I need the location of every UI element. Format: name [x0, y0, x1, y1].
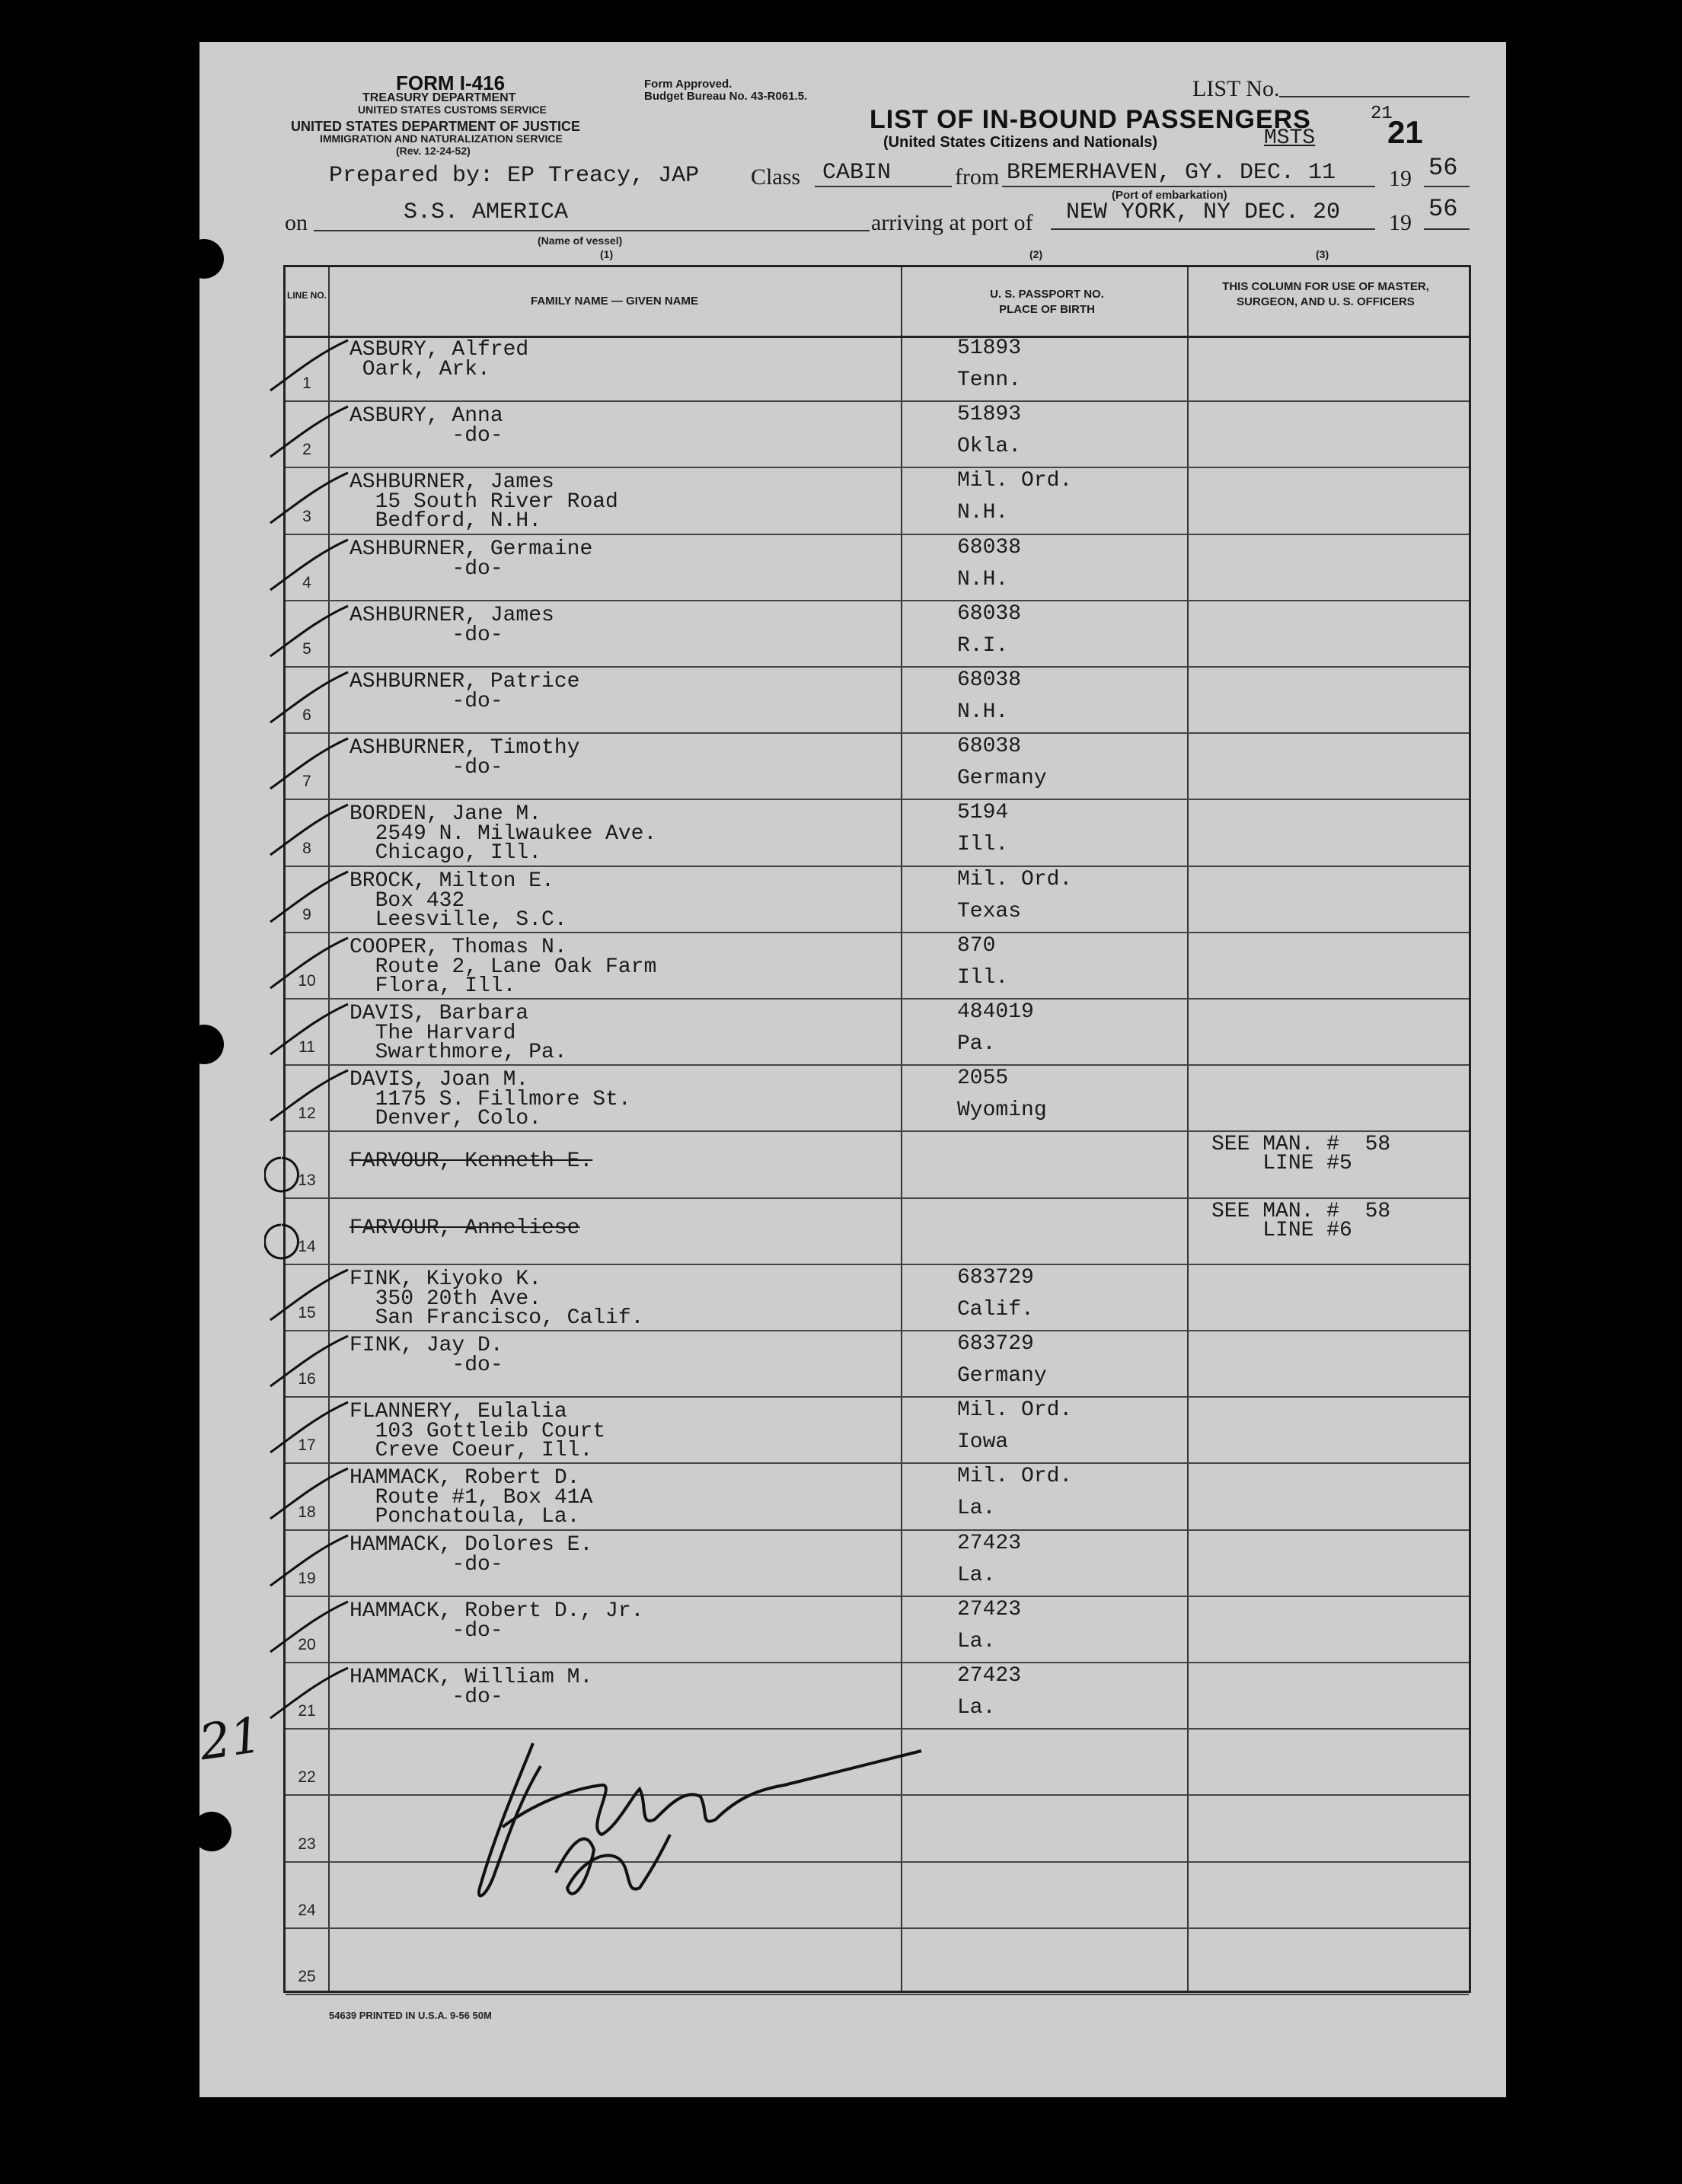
table-row: [286, 867, 1469, 933]
col3-number: (3): [1316, 248, 1329, 260]
passenger-address: 103 Gottleib Court Creve Coeur, Ill.: [375, 1420, 606, 1463]
table-row: [286, 933, 1469, 1000]
passenger-name: HAMMACK, William M.: [349, 1666, 593, 1689]
passport-number: 870: [957, 933, 996, 958]
prepared-by: Prepared by: EP Treacy, JAP: [329, 163, 700, 189]
line-number: 10: [298, 971, 316, 990]
line-number: 8: [302, 839, 311, 857]
check-mark-icon: [264, 929, 378, 997]
line-number: 17: [298, 1436, 316, 1455]
passenger-address: 15 South River Road Bedford, N.H.: [375, 490, 618, 534]
table-row: [286, 1199, 1469, 1265]
passenger-address: Route #1, Box 41A Ponchatoula, La.: [375, 1486, 593, 1529]
passenger-name: ASHBURNER, Patrice: [349, 670, 580, 693]
footer-print-code: 54639 PRINTED IN U.S.A. 9-56 50M: [329, 2010, 492, 2021]
list-no-underline: [1279, 96, 1470, 97]
list-no-small: 21: [1371, 104, 1393, 124]
table-row: [286, 1929, 1469, 1995]
passport-number: 68038: [957, 601, 1022, 626]
table-row: [286, 800, 1469, 866]
table-row: [286, 1066, 1469, 1132]
officer-note: SEE MAN. # 58 LINE #5: [1211, 1133, 1391, 1176]
place-of-birth: Ill.: [957, 833, 1009, 857]
place-of-birth: N.H.: [957, 567, 1009, 591]
passport-number: 683729: [957, 1332, 1034, 1356]
passenger-name: FARVOUR, Anneliese: [349, 1216, 580, 1240]
passport-number: Mil. Ord.: [957, 1398, 1073, 1423]
form-number: FORM I-416: [396, 72, 506, 94]
passenger-address: -do-: [349, 623, 503, 647]
line-number: 2: [302, 441, 311, 459]
table-row: [286, 1132, 1469, 1198]
table-row: [286, 535, 1469, 601]
class-value: CABIN: [822, 160, 892, 186]
place-of-birth: Okla.: [957, 435, 1022, 459]
check-mark-icon: [264, 1261, 378, 1329]
place-of-birth: Germany: [957, 1364, 1047, 1388]
table-row: [286, 468, 1469, 534]
budget-bureau: Budget Bureau No. 43-R061.5.: [644, 90, 808, 103]
year-suffix-2: 56: [1428, 195, 1458, 223]
passport-number: Mil. Ord.: [957, 867, 1073, 891]
passenger-name: HAMMACK, Dolores E.: [349, 1532, 593, 1557]
table-row: [286, 1000, 1469, 1066]
dept-customs: UNITED STATES CUSTOMS SERVICE: [358, 104, 547, 116]
passport-number: 68038: [957, 668, 1022, 692]
line-number: 5: [302, 639, 311, 658]
check-mark-icon: [264, 531, 378, 599]
msts-code: MSTS: [1264, 126, 1316, 150]
line-number: 3: [302, 507, 311, 525]
passenger-name: ASBURY, Alfred: [349, 338, 529, 362]
on-label: on: [285, 210, 308, 235]
passenger-address: -do-: [349, 1353, 503, 1377]
passenger-address: Box 432 Leesville, S.C.: [375, 888, 567, 932]
passport-number: 51893: [957, 403, 1022, 427]
line-number: 13: [298, 1171, 316, 1189]
place-of-birth: Tenn.: [957, 368, 1022, 392]
from-label: from: [955, 164, 1000, 190]
port-embarkation-label: (Port of embarkation): [1112, 189, 1227, 202]
check-mark-icon: [264, 1061, 378, 1130]
place-of-birth: Calif.: [957, 1297, 1034, 1322]
line-number: 14: [298, 1237, 316, 1255]
passport-number: Mil. Ord.: [957, 1465, 1073, 1489]
passenger-name: ASHBURNER, James: [349, 470, 554, 495]
passport-number: 27423: [957, 1664, 1022, 1688]
check-mark-icon: [264, 795, 378, 864]
table-row: [286, 1265, 1469, 1331]
col2-number: (2): [1029, 248, 1043, 260]
passenger-name: ASHBURNER, James: [349, 603, 554, 627]
punch-hole-bottom: [192, 1812, 231, 1851]
check-mark-icon: [264, 1194, 378, 1263]
revision-date: (Rev. 12-24-52): [396, 145, 471, 157]
table-row: [286, 402, 1469, 468]
from-underline: [1002, 186, 1375, 187]
line-number: 9: [302, 905, 311, 923]
col1-number: (1): [600, 248, 614, 260]
margin-note-count: 21: [196, 1707, 266, 1772]
line-number: 1: [302, 375, 311, 393]
list-no-label: LIST No.: [1192, 76, 1280, 101]
class-underline: [815, 186, 952, 187]
line-number: 23: [298, 1835, 316, 1853]
place-of-birth: Wyoming: [957, 1098, 1047, 1123]
check-mark-icon: [264, 1327, 378, 1395]
check-mark-icon: [264, 663, 378, 732]
table-row: [286, 336, 1469, 402]
place-of-birth: N.H.: [957, 501, 1009, 525]
place-of-birth: La.: [957, 1696, 996, 1720]
vessel-name-value: S.S. AMERICA: [404, 199, 569, 225]
passport-number: 51893: [957, 336, 1022, 360]
passenger-address: -do-: [349, 424, 503, 448]
form-title: LIST OF IN-BOUND PASSENGERS: [870, 105, 1311, 134]
passenger-name: HAMMACK, Robert D., Jr.: [349, 1599, 644, 1623]
passenger-address: -do-: [349, 690, 503, 713]
col-header-officers: THIS COLUMN FOR USE OF MASTER, SURGEON, AND U. S. OFFICERS: [1222, 280, 1429, 308]
passport-number: 27423: [957, 1531, 1022, 1555]
table-row: [286, 734, 1469, 800]
check-mark-icon: [264, 1459, 378, 1528]
table-row: [286, 1597, 1469, 1663]
place-of-birth: Iowa: [957, 1430, 1009, 1455]
year-prefix-2: 19: [1389, 210, 1412, 235]
line-number: 6: [302, 706, 311, 725]
arriving-label: arriving at port of: [871, 210, 1033, 235]
line-number: 7: [302, 773, 311, 791]
check-mark-icon: [264, 1127, 378, 1196]
passenger-address: Oark, Ark.: [349, 358, 490, 381]
col-header-passport: U. S. PASSPORT NO. PLACE OF BIRTH: [990, 288, 1104, 316]
year-underline-2: [1424, 228, 1470, 230]
place-of-birth: La.: [957, 1563, 996, 1587]
officer-note: SEE MAN. # 58 LINE #6: [1211, 1199, 1391, 1242]
passenger-name: FARVOUR, Kenneth E.: [349, 1149, 593, 1174]
place-of-birth: Germany: [957, 767, 1047, 791]
check-mark-icon: [264, 331, 378, 400]
line-number: 20: [298, 1635, 316, 1653]
passenger-name: FINK, Kiyoko K.: [349, 1267, 542, 1291]
passport-number: 484019: [957, 1000, 1034, 1024]
punch-hole-middle: [184, 1025, 224, 1064]
place-of-birth: La.: [957, 1629, 996, 1653]
col-header-name: FAMILY NAME — GIVEN NAME: [530, 295, 699, 308]
punch-hole-top: [184, 239, 224, 279]
passenger-address: 2549 N. Milwaukee Ave. Chicago, Ill.: [375, 822, 657, 866]
passenger-address: -do-: [349, 1618, 503, 1643]
passenger-name: HAMMACK, Robert D.: [349, 1466, 580, 1491]
passenger-name: FINK, Jay D.: [349, 1334, 503, 1357]
table-row: [286, 668, 1469, 734]
passenger-name: FLANNERY, Eulalia: [349, 1400, 567, 1424]
form-approved: Form Approved.: [644, 78, 732, 91]
passport-number: 2055: [957, 1066, 1009, 1091]
table-row: [286, 1398, 1469, 1464]
passenger-address: -do-: [349, 1552, 503, 1577]
vessel-name-label: (Name of vessel): [538, 234, 623, 247]
place-of-birth: La.: [957, 1497, 996, 1521]
passenger-name: BROCK, Milton E.: [349, 869, 554, 893]
line-number: 16: [298, 1370, 316, 1389]
check-mark-icon: [264, 397, 378, 466]
table-row: [286, 1531, 1469, 1597]
passport-number: 5194: [957, 801, 1009, 825]
passenger-name: DAVIS, Joan M.: [349, 1068, 529, 1092]
check-mark-icon: [264, 597, 378, 665]
place-of-birth: Ill.: [957, 965, 1009, 990]
check-mark-icon: [264, 1526, 378, 1595]
passenger-name: ASBURY, Anna: [349, 404, 503, 429]
passenger-name: BORDEN, Jane M.: [349, 802, 542, 827]
line-number: 12: [298, 1105, 316, 1123]
passenger-address: -do-: [349, 556, 503, 581]
table-row: [286, 1464, 1469, 1530]
passenger-address: Route 2, Lane Oak Farm Flora, Ill.: [375, 955, 657, 998]
row-divider: [286, 1994, 1469, 1995]
arrival-underline: [1051, 228, 1375, 230]
passenger-name: DAVIS, Barbara: [349, 1002, 529, 1025]
line-number: 22: [298, 1768, 316, 1787]
check-mark-icon: [264, 464, 378, 532]
place-of-birth: Texas: [957, 899, 1022, 923]
vessel-underline: [314, 230, 870, 231]
passport-number: Mil. Ord.: [957, 469, 1073, 493]
line-number: 21: [298, 1702, 316, 1720]
table-row: [286, 601, 1469, 668]
passenger-address: 350 20th Ave. San Francisco, Calif.: [375, 1286, 644, 1330]
place-of-birth: R.I.: [957, 633, 1009, 658]
check-mark-icon: [264, 1593, 378, 1661]
line-number: 15: [298, 1303, 316, 1322]
passenger-address: -do-: [349, 1685, 503, 1709]
place-of-birth: N.H.: [957, 700, 1009, 724]
line-number: 18: [298, 1503, 316, 1521]
line-number: 24: [298, 1901, 316, 1919]
passenger-name: ASHBURNER, Germaine: [349, 537, 593, 561]
dept-ins: IMMIGRATION AND NATURALIZATION SERVICE: [320, 132, 563, 145]
embark-port-value: BREMERHAVEN, GY. DEC. 11: [1007, 160, 1336, 186]
arrival-port-value: NEW YORK, NY DEC. 20: [1066, 199, 1341, 225]
col-header-lineno: LINE NO.: [287, 290, 327, 301]
year-prefix-1: 19: [1389, 166, 1412, 191]
dept-treasury: TREASURY DEPARTMENT: [362, 91, 516, 104]
passenger-address: 1175 S. Fillmore St. Denver, Colo.: [375, 1088, 631, 1131]
passport-number: 683729: [957, 1265, 1034, 1290]
check-mark-icon: [264, 995, 378, 1063]
passport-number: 68038: [957, 535, 1022, 560]
dept-justice: UNITED STATES DEPARTMENT OF JUSTICE: [291, 119, 581, 134]
passenger-name: ASHBURNER, Timothy: [349, 736, 580, 760]
list-no-big: 21: [1387, 114, 1423, 150]
passport-number: 68038: [957, 735, 1022, 759]
line-number: 25: [298, 1967, 316, 1985]
year-underline-1: [1424, 186, 1470, 187]
check-mark-icon: [264, 862, 378, 931]
line-number: 19: [298, 1569, 316, 1587]
check-mark-icon: [264, 1659, 378, 1727]
passenger-name: COOPER, Thomas N.: [349, 935, 567, 959]
table-row: [286, 1331, 1469, 1398]
passenger-address: -do-: [349, 756, 503, 780]
place-of-birth: Pa.: [957, 1032, 996, 1056]
passport-number: 27423: [957, 1597, 1022, 1621]
passenger-address: The Harvard Swarthmore, Pa.: [375, 1022, 567, 1064]
form-subtitle: (United States Citizens and Nationals): [883, 134, 1158, 151]
line-number: 11: [298, 1038, 315, 1057]
check-mark-icon: [264, 1393, 378, 1462]
check-mark-icon: [264, 729, 378, 798]
line-number: 4: [302, 573, 311, 591]
officer-signature: [434, 1713, 937, 1918]
class-label: Class: [751, 164, 801, 190]
year-suffix-1: 56: [1428, 154, 1458, 182]
